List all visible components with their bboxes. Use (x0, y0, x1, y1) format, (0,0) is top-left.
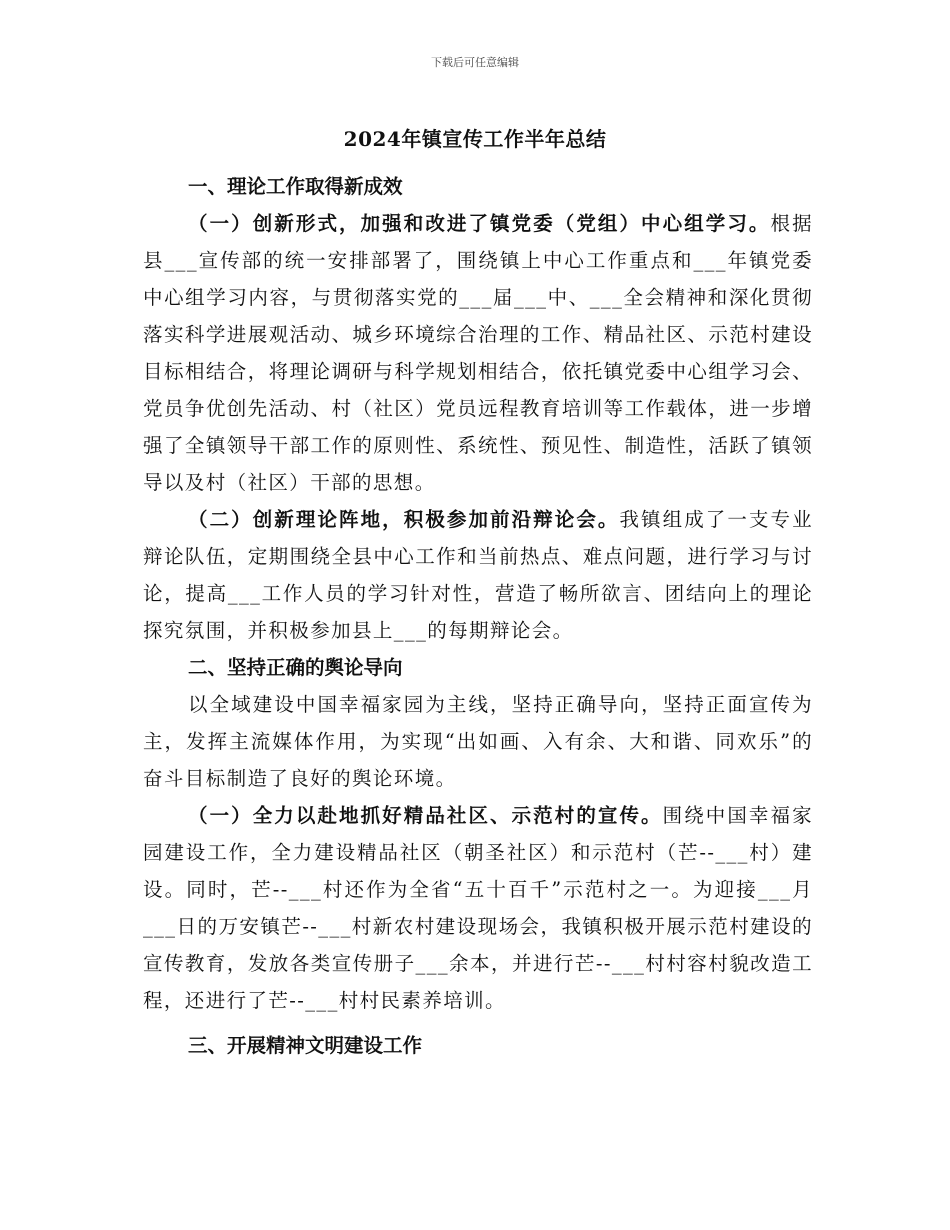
paragraph (143, 205, 813, 501)
paragraph-body: 以全域建设中国幸福家园为主线，坚持正确导向，坚持正面宣传为主，发挥主流媒体作用，为实现“出如画、入有余、大和谐、同欢乐”的奋斗目标制造了良好的舆论环境。 (143, 693, 813, 790)
section-heading: 三、开展精神文明建设工作 (188, 1034, 423, 1057)
spacer (143, 1019, 813, 1027)
document-body (143, 168, 813, 1064)
paragraph (143, 797, 813, 1019)
section-heading: 二、坚持正确的舆论导向 (188, 656, 403, 679)
document-title: 2024年镇宣传工作半年总结 (343, 127, 607, 151)
paragraph-lead: （二）创新理论阵地，积极参加前沿辩论会。 (188, 508, 620, 531)
paragraph (143, 501, 813, 649)
paragraph-body: 围绕中国幸福家园建设工作，全力建设精品社区（朝圣社区）和示范村（芒--___村）建设。同时，芒--___村还作为全省“五十百千”示范村之一。为迎接___月___日的万安镇芒--___村新农村建设现场会，我镇积极开展示范村建设的宣传教育，发放各类宣传册子___余本，并进行芒--___村村容村貌改造工程，还进行了芒--___村村民素养培训。 (143, 804, 813, 1012)
paragraph-body: 我镇组成了一支专业辩论队伍，定期围绕全县中心工作和当前热点、难点问题，进行学习与讨论，提高___工作人员的学习针对性，营造了畅所欲言、团结向上的理论探究氛围，并积极参加县上___的每期辩论会。 (143, 508, 813, 642)
paragraph-body: 根据县___宣传部的统一安排部署了，围绕镇上中心工作重点和___年镇党委中心组学习内容，与贯彻落实党的___届___中、___全会精神和深化贯彻落实科学进展观活动、城乡环境综合治理的工作、精品社区、示范村建设目标相结合，将理论调研与科学规划相结合，依托镇党委中心组学习会、党员争优创先活动、村（社区）党员远程教育培训等工作载体，进一步增强了全镇领导干部工作的原则性、系统性、预见性、制造性，活跃了镇领导以及村（社区）干部的思想。 (143, 212, 813, 494)
paragraph (143, 686, 813, 797)
paragraph-lead: （一）全力以赴地抓好精品社区、示范村的宣传。 (188, 804, 663, 827)
header-note: 下载后可任意编辑 (431, 56, 519, 69)
section-heading: 一、理论工作取得新成效 (188, 175, 403, 198)
paragraph-lead: （一）创新形式，加强和改进了镇党委（党组）中心组学习。 (188, 212, 771, 235)
